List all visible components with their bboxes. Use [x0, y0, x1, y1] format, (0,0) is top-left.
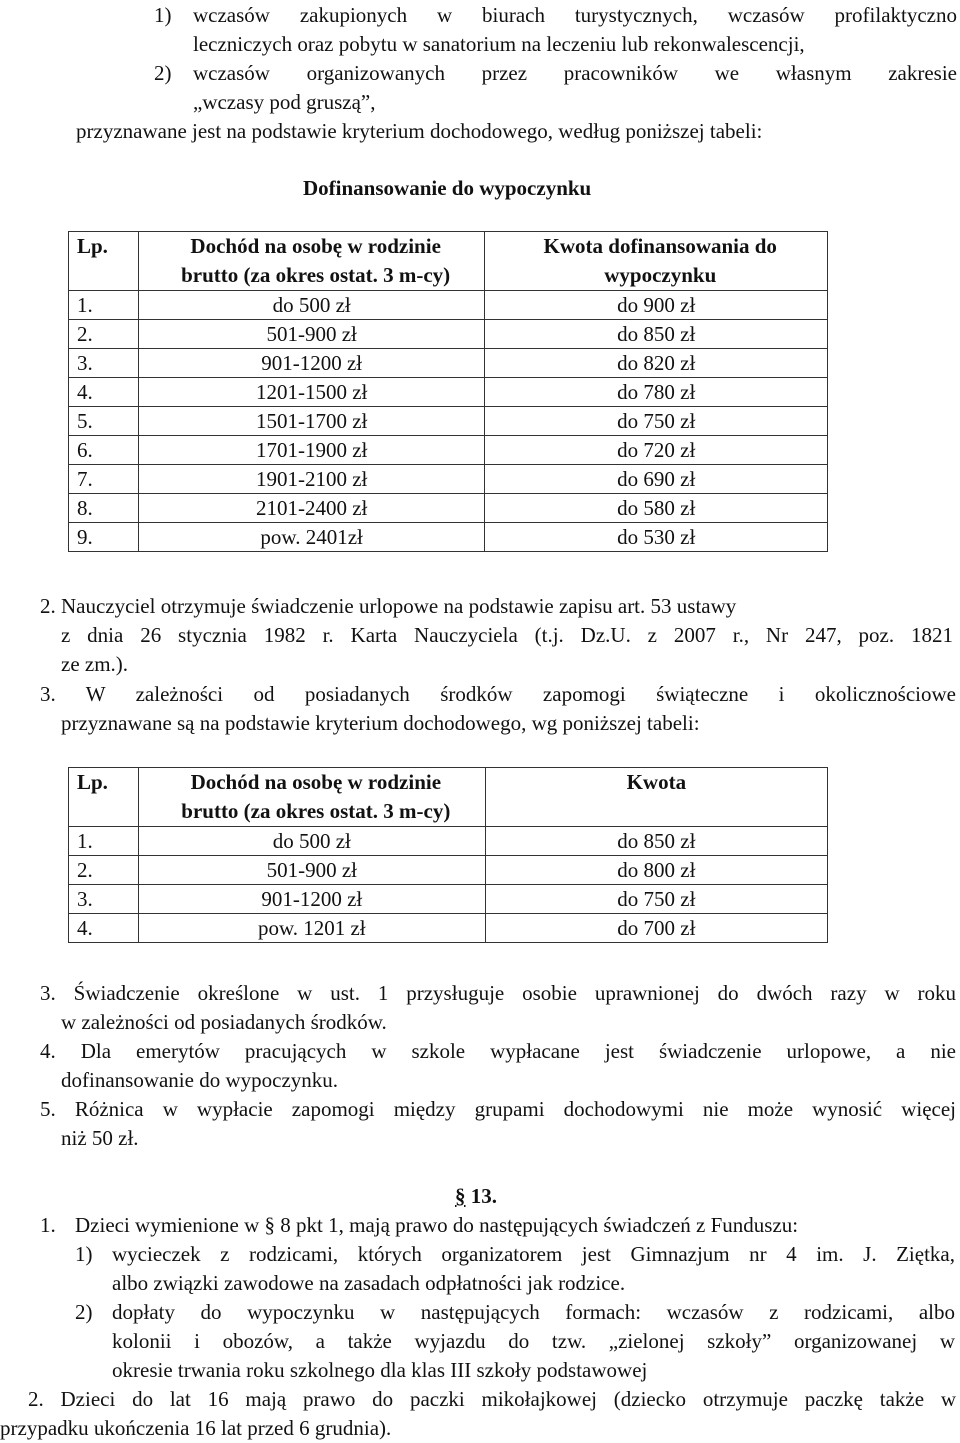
cell-amount: do 580 zł: [485, 494, 828, 523]
cell-income: pow. 1201 zł: [138, 914, 485, 943]
table-row: [69, 407, 828, 436]
list-number: 1): [75, 1242, 93, 1266]
cell-amount: do 750 zł: [485, 885, 827, 914]
section-item-text: Dzieci wymienione w § 8 pkt 1, mają prawo do następujących świadczeń z Funduszu:: [75, 1213, 799, 1237]
header-amount: Kwota: [485, 768, 827, 827]
point-4-line: dofinansowanie do wypoczynku.: [61, 1068, 339, 1092]
list-number: 1.: [40, 1213, 56, 1237]
cell-lp: 9.: [69, 523, 139, 552]
cell-lp: 3.: [69, 349, 139, 378]
cell-lp: 1.: [69, 291, 139, 320]
sub-item-text: okresie trwania roku szkolnego dla klas III szkoły podstawowej: [112, 1358, 648, 1382]
cell-income: 501-900 zł: [138, 320, 485, 349]
sub-item-text: wycieczek z rodzicami, których organizatorem jest Gimnazjum nr 4 im. J. Ziętka,: [112, 1242, 955, 1266]
cell-income: 1201-1500 zł: [138, 378, 485, 407]
paragraph-3-line: przyznawane są na podstawie kryterium dochodowego, wg poniższej tabeli:: [61, 711, 700, 735]
list-item-text: wczasów zakupionych w biurach turystycznych, wczasów profilaktyczno: [193, 3, 957, 27]
point-3-line: 3. Świadczenie określone w ust. 1 przysługuje osobie uprawnionej do dwóch razy w roku: [40, 981, 956, 1005]
header-income-line1: Dochód na osobę w rodzinie: [190, 770, 442, 794]
table-row: [69, 914, 828, 943]
cell-income: 1901-2100 zł: [138, 465, 485, 494]
point-3-line: w zależności od posiadanych środków.: [61, 1010, 387, 1034]
cell-amount: do 750 zł: [485, 407, 828, 436]
header-lp: Lp.: [69, 232, 139, 291]
cell-amount: do 850 zł: [485, 320, 828, 349]
table-row: [69, 349, 828, 378]
table-row: [69, 291, 828, 320]
section-heading: [455, 1182, 497, 1211]
cell-lp: 6.: [69, 436, 139, 465]
header-income-line1: Dochód na osobę w rodzinie: [190, 234, 441, 258]
cell-income: pow. 2401zł: [138, 523, 485, 552]
paragraph-2-line: z dnia 26 stycznia 1982 r. Karta Nauczyciela (t.j. Dz.U. z 2007 r., Nr 247, poz. 1821: [61, 623, 953, 647]
cell-amount: do 700 zł: [485, 914, 827, 943]
list-number: 2): [75, 1300, 93, 1324]
list-item-text: „wczasy pod gruszą”,: [193, 90, 376, 114]
list-item-text: leczniczych oraz pobytu w sanatorium na leczeniu lub rekonwalescencji,: [193, 32, 805, 56]
cell-lp: 2.: [69, 856, 139, 885]
paragraph-2-line: 2. Nauczyciel otrzymuje świadczenie urlopowe na podstawie zapisu art. 53 ustawy: [40, 594, 737, 618]
point-4-line: 4. Dla emerytów pracujących w szkole wypłacane jest świadczenie urlopowe, a nie: [40, 1039, 956, 1063]
cell-amount: do 780 zł: [485, 378, 828, 407]
cell-lp: 8.: [69, 494, 139, 523]
table-row: [69, 523, 828, 552]
table-row: [69, 378, 828, 407]
cell-income: 901-1200 zł: [138, 349, 485, 378]
cell-income: do 500 zł: [138, 291, 485, 320]
point-5-line: 5. Różnica w wypłacie zapomogi między grupami dochodowymi nie może wynosić więcej: [40, 1097, 956, 1121]
paragraph-2-line: ze zm.).: [61, 652, 129, 676]
list-number: 1): [154, 3, 172, 27]
cell-lp: 2.: [69, 320, 139, 349]
cell-lp: 4.: [69, 378, 139, 407]
cell-amount: do 720 zł: [485, 436, 828, 465]
income-table-vacation: [68, 231, 828, 552]
header-amount-line1: Kwota dofinansowania do: [543, 234, 777, 258]
sub-item-text: albo związki zawodowe na zasadach odpłatności jak rodzice.: [112, 1271, 626, 1295]
table-row: [69, 885, 828, 914]
header-amount-line2: wypoczynku: [604, 263, 717, 287]
cell-amount: do 850 zł: [485, 827, 827, 856]
sub-item-text: kolonii i obozów, a także wyjazdu do tzw. „zielonej szkoły” organizowanej w: [112, 1329, 955, 1353]
header-income: [138, 232, 485, 291]
cell-amount: do 690 zł: [485, 465, 828, 494]
table-row: [69, 436, 828, 465]
cell-lp: 4.: [69, 914, 139, 943]
cell-income: 1501-1700 zł: [138, 407, 485, 436]
table-row: [69, 827, 828, 856]
table-header-row: [69, 232, 828, 291]
table-row: [69, 494, 828, 523]
list-number: 2): [154, 61, 172, 85]
header-income-line2: brutto (za okres ostat. 3 m-cy): [181, 799, 451, 823]
cell-amount: do 800 zł: [485, 856, 827, 885]
intro-closing-text: przyznawane jest na podstawie kryterium dochodowego, według poniższej tabeli:: [76, 119, 763, 143]
table-row: [69, 320, 828, 349]
header-lp: Lp.: [69, 768, 139, 827]
cell-amount: do 900 zł: [485, 291, 828, 320]
header-amount: [485, 232, 828, 291]
cell-lp: 1.: [69, 827, 139, 856]
cell-income: 1701-1900 zł: [138, 436, 485, 465]
point-5-line: niż 50 zł.: [61, 1126, 139, 1150]
section-sign: §: [455, 1184, 466, 1208]
header-income: [138, 768, 485, 827]
cell-income: 901-1200 zł: [138, 885, 485, 914]
cell-income: 2101-2400 zł: [138, 494, 485, 523]
cell-amount: do 530 zł: [485, 523, 828, 552]
table-row: [69, 856, 828, 885]
table-row: [69, 465, 828, 494]
table-title: Dofinansowanie do wypoczynku: [303, 176, 592, 200]
table-header-row: [69, 768, 828, 827]
header-income-line2: brutto (za okres ostat. 3 m-cy): [181, 263, 451, 287]
income-table-allowance: [68, 767, 828, 943]
cell-lp: 3.: [69, 885, 139, 914]
section-item-text: przypadku ukończenia 16 lat przed 6 grudnia).: [0, 1416, 392, 1440]
cell-income: do 500 zł: [138, 827, 485, 856]
list-item-text: wczasów organizowanych przez pracowników we własnym zakresie: [193, 61, 957, 85]
cell-lp: 7.: [69, 465, 139, 494]
cell-amount: do 820 zł: [485, 349, 828, 378]
section-item-text: 2. Dzieci do lat 16 mają prawo do paczki mikołajkowej (dziecko otrzymuje paczkę także w: [28, 1387, 956, 1411]
cell-income: 501-900 zł: [138, 856, 485, 885]
sub-item-text: dopłaty do wypoczynku w następujących formach: wczasów z rodzicami, albo: [112, 1300, 955, 1324]
section-number: 13.: [465, 1184, 497, 1208]
cell-lp: 5.: [69, 407, 139, 436]
paragraph-3-line: 3. W zależności od posiadanych środków zapomogi świąteczne i okolicznościowe: [40, 682, 956, 706]
